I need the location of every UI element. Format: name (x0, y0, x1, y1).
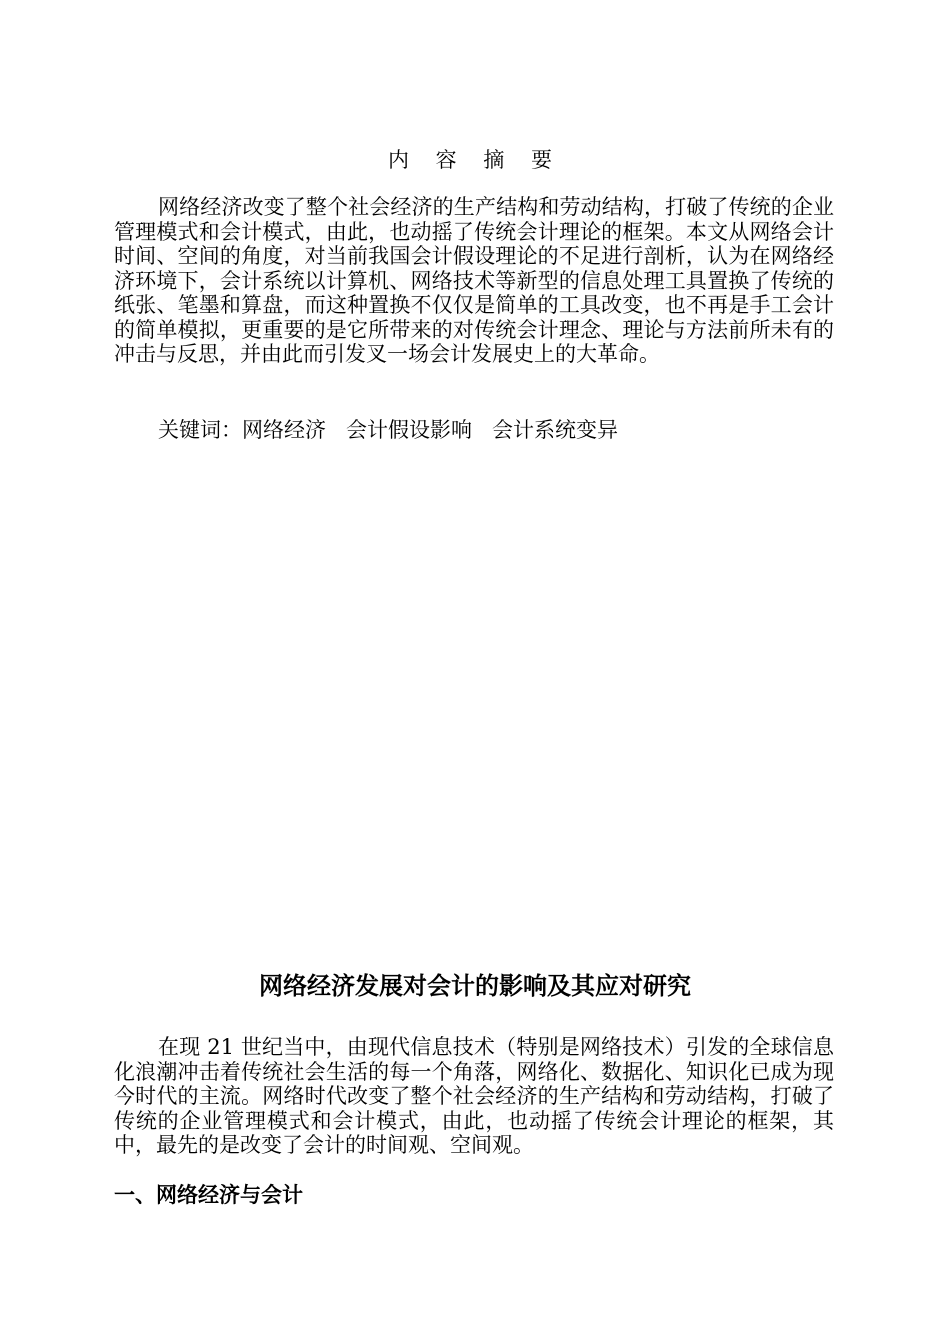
abstract-heading: 内 容 摘 要 (387, 148, 563, 172)
section-heading: 一、网络经济与会计 (114, 1183, 303, 1207)
intro-paragraph: 在现 21 世纪当中，由现代信息技术（特别是网络技术）引发的全球信息化浪潮冲击着传统社会生活的每一个角落，网络化、数据化、知识化已成为现今时代的主流。网络时代改变了整个社会经济的生产结构和劳动结构，打破了传统的企业管理模式和会计模式，由此，也动摇了传统会计理论的框架，其中，最先的是改变了会计的时间观、空间观。 (114, 1035, 834, 1157)
abstract-body: 网络经济改变了整个社会经济的生产结构和劳动结构，打破了传统的企业管理模式和会计模式，由此，也动摇了传统会计理论的框架。本文从网络会计时间、空间的角度，对当前我国会计假设理论的不足进行剖析，认为在网络经济环境下，会计系统以计算机、网络技术等新型的信息处理工具置换了传统的纸张、笔墨和算盘，而这种置换不仅仅是简单的工具改变，也不再是手工会计的简单模拟，更重要的是它所带来的对传统会计理念、理论与方法前所未有的冲击与反思，并由此而引发叉一场会计发展史上的大革命。 (114, 195, 834, 366)
article-title: 网络经济发展对会计的影响及其应对研究 (259, 972, 691, 1000)
keywords-line: 关键词：网络经济 会计假设影响 会计系统变异 (158, 418, 619, 442)
